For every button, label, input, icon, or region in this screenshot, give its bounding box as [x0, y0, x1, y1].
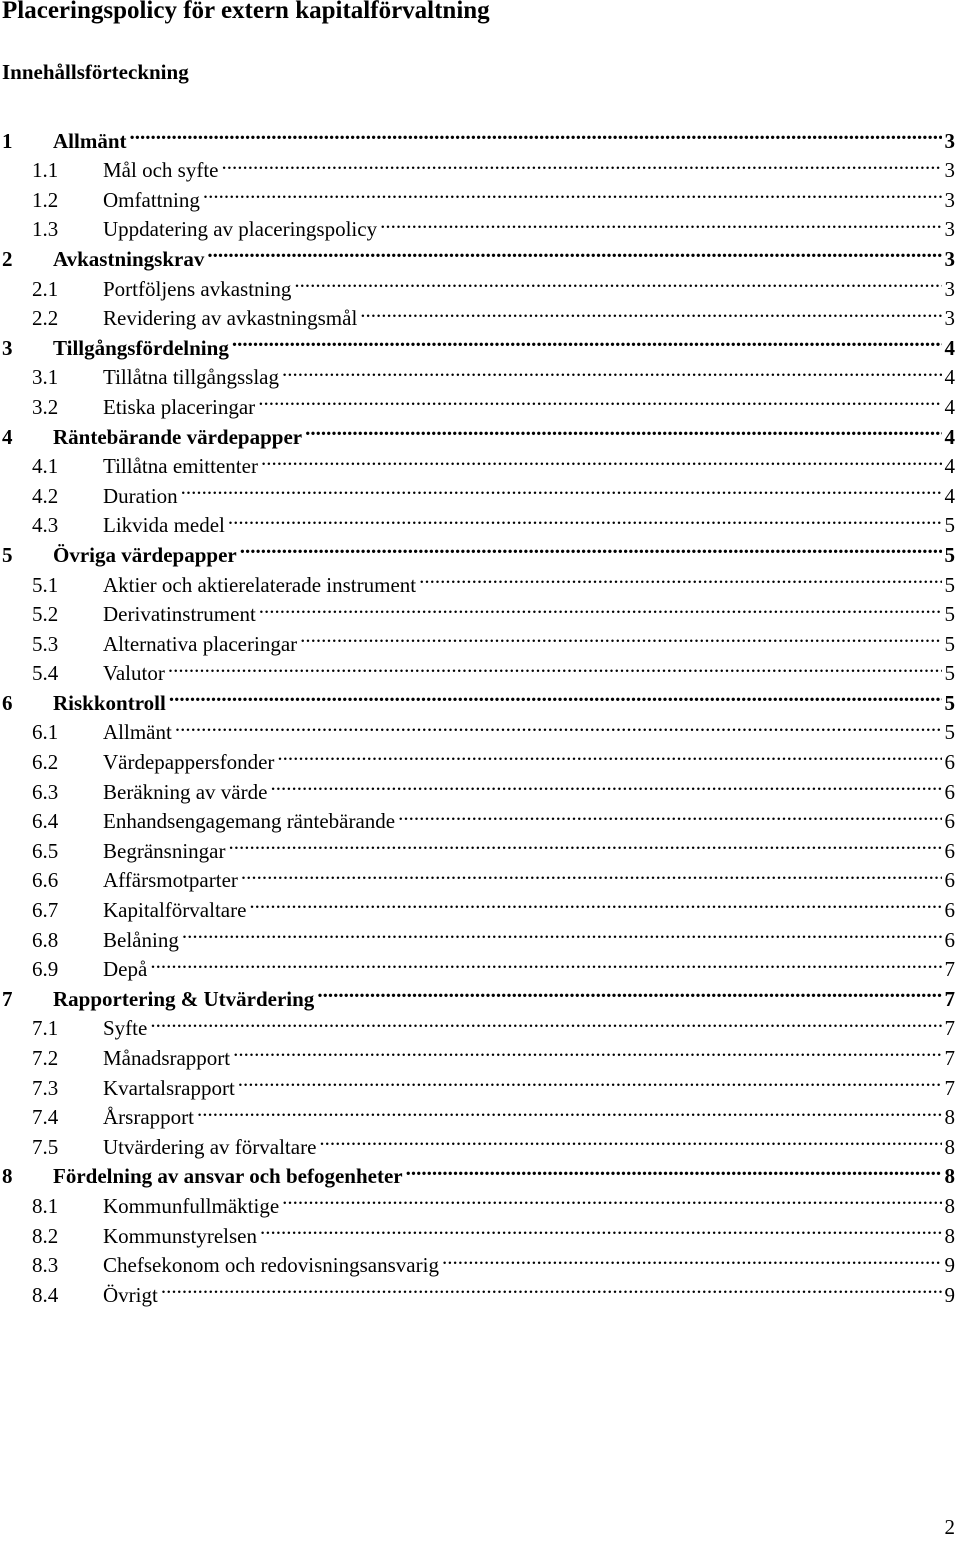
toc-entry-title[interactable]: Affärsmotparter [103, 868, 238, 893]
toc-entry-page: 5 [944, 602, 955, 627]
toc-entry-number: 7.5 [32, 1134, 59, 1159]
toc-entry-number: 7.4 [32, 1105, 59, 1130]
toc-entry-page: 4 [944, 394, 955, 419]
toc-entry-title[interactable]: Utvärdering av förvaltare [103, 1134, 317, 1159]
toc-entry-title[interactable]: Tillåtna emittenter [103, 454, 258, 479]
toc-entry-number: 3.1 [32, 365, 59, 390]
toc-entry-number: 8.4 [32, 1282, 59, 1307]
toc-dot-leader [232, 325, 942, 355]
toc-dot-leader [442, 1243, 942, 1273]
toc-dot-leader [241, 858, 942, 888]
toc-dot-leader [168, 651, 942, 681]
table-of-contents [0, 118, 955, 1307]
toc-entry-number: 7.2 [32, 1046, 59, 1070]
toc-entry-page: 5 [944, 690, 955, 715]
toc-entry-title[interactable]: Övrigt [103, 1282, 158, 1307]
toc-entry-number: 7.1 [32, 1016, 59, 1041]
toc-entry-page: 8 [944, 1134, 955, 1159]
toc-entry-title[interactable]: Uppdatering av placeringspolicy [103, 217, 378, 242]
toc-entry-title[interactable]: Derivatinstrument [103, 602, 256, 627]
toc-entry-number: 6.4 [32, 809, 59, 834]
toc-entry-title[interactable]: Portföljens avkastning [103, 276, 292, 301]
toc-entry-page: 4 [944, 365, 955, 390]
toc-entry-number: 3.2 [32, 394, 59, 419]
toc-entry-title[interactable]: Omfattning [103, 187, 200, 212]
toc-entry-page: 3 [944, 187, 955, 212]
toc-entry-number: 5.3 [32, 631, 59, 656]
toc-entry-number: 5.2 [32, 602, 59, 627]
toc-entry-number: 4.2 [32, 483, 59, 508]
toc-entry-number: 4.1 [32, 454, 59, 479]
toc-dot-leader [319, 1124, 941, 1154]
toc-entry-title[interactable]: Övriga värdepapper [53, 542, 237, 567]
toc-dot-leader [419, 562, 941, 592]
toc-entry-number: 6.5 [32, 838, 59, 863]
toc-entry-number: 7 [2, 986, 13, 1011]
toc-entry-page: 6 [944, 898, 955, 923]
toc-entry-number: 6.1 [32, 720, 59, 745]
toc-entry-number: 6 [2, 690, 13, 715]
toc-entry-number: 2 [2, 246, 13, 271]
toc-dot-leader [380, 207, 941, 237]
toc-entry-number: 6.6 [32, 868, 59, 893]
toc-entry-page: 3 [944, 246, 955, 271]
toc-entry-page: 8 [944, 1105, 955, 1130]
toc-dot-leader [181, 473, 942, 503]
toc-entry-title[interactable]: Etiska placeringar [103, 394, 256, 419]
toc-dot-leader [398, 799, 941, 829]
toc-entry-page: 7 [944, 1046, 955, 1070]
toc-entry-page: 3 [944, 217, 955, 242]
toc-subsection-entry[interactable] [0, 148, 955, 183]
toc-dot-leader [233, 1035, 941, 1065]
toc-entry-number: 8.2 [32, 1223, 59, 1248]
toc-entry-page: 9 [944, 1253, 955, 1278]
toc-entry-number: 6.7 [32, 898, 59, 923]
toc-entry-title[interactable]: Avkastningskrav [53, 246, 205, 271]
toc-entry-title[interactable]: Revidering av avkastningsmål [103, 306, 358, 331]
toc-dot-leader [406, 1154, 942, 1184]
toc-dot-leader [238, 1065, 942, 1095]
toc-entry-number: 6.3 [32, 779, 59, 804]
toc-dot-leader [240, 532, 942, 562]
toc-entry-title[interactable]: Räntebärande värdepapper [53, 424, 303, 449]
toc-entry-page: 6 [944, 868, 955, 893]
toc-dot-leader [282, 355, 942, 385]
toc-entry-page: 7 [944, 986, 955, 1011]
toc-dot-leader [360, 296, 941, 326]
toc-dot-leader [175, 710, 942, 740]
toc-section-entry[interactable] [0, 118, 955, 153]
toc-entry-number: 1 [2, 128, 13, 153]
toc-entry-title[interactable]: Rapportering & Utvärdering [53, 986, 315, 1011]
toc-dot-leader [270, 769, 941, 799]
toc-entry-page: 5 [944, 542, 955, 567]
toc-entry-title[interactable]: Beräkning av värde [103, 779, 268, 804]
toc-entry-title[interactable]: Chefsekonom och redovisningsansvarig [103, 1253, 439, 1278]
toc-dot-leader [258, 384, 941, 414]
toc-entry-page: 5 [944, 572, 955, 597]
toc-entry-number: 6.9 [32, 957, 59, 982]
toc-entry-number: 5.4 [32, 661, 59, 686]
toc-dot-leader [207, 236, 941, 266]
toc-entry-page: 9 [944, 1282, 955, 1307]
page-number: 2 [944, 1515, 955, 1539]
toc-entry-title[interactable]: Allmänt [103, 720, 172, 745]
toc-dot-leader [221, 148, 941, 178]
toc-entry-title[interactable]: Månadsrapport [103, 1046, 231, 1070]
toc-entry-title[interactable]: Syfte [103, 1016, 148, 1041]
toc-entry-title[interactable]: Allmänt [53, 128, 127, 153]
toc-entry-title[interactable]: Depå [103, 957, 148, 982]
toc-entry-title[interactable]: Kommunfullmäktige [103, 1193, 280, 1218]
toc-entry-page: 4 [944, 454, 955, 479]
toc-entry-number: 8.1 [32, 1193, 59, 1218]
toc-entry-number: 8 [2, 1164, 13, 1189]
toc-entry-title[interactable]: Kapitalförvaltare [103, 898, 247, 923]
toc-dot-leader [169, 680, 942, 710]
toc-entry-number: 3 [2, 335, 13, 360]
toc-entry-title[interactable]: Duration [103, 483, 178, 508]
toc-entry-page: 5 [944, 661, 955, 686]
toc-entry-page: 3 [944, 306, 955, 331]
toc-entry-title[interactable]: Begränsningar [103, 838, 226, 863]
toc-entry-title[interactable]: Fördelning av ansvar och befogenheter [53, 1164, 403, 1189]
toc-entry-title[interactable]: Tillgångsfördelning [53, 335, 229, 360]
toc-entry-title[interactable]: Enhandsengagemang räntebärande [103, 809, 396, 834]
toc-entry-title[interactable]: Kommunstyrelsen [103, 1223, 257, 1248]
toc-dot-leader [261, 444, 942, 474]
toc-dot-leader [305, 414, 941, 444]
toc-dot-leader [259, 592, 942, 622]
toc-dot-leader [300, 621, 941, 651]
toc-heading: Innehållsförteckning [2, 60, 189, 84]
toc-dot-leader [249, 887, 941, 917]
toc-entry-page: 4 [944, 335, 955, 360]
toc-entry-page: 7 [944, 1075, 955, 1100]
toc-entry-number: 6.8 [32, 927, 59, 952]
toc-dot-leader [317, 976, 941, 1006]
toc-entry-page: 5 [944, 631, 955, 656]
toc-entry-page: 6 [944, 809, 955, 834]
toc-entry-number: 1.1 [32, 158, 59, 183]
toc-dot-leader [294, 266, 941, 296]
toc-entry-title[interactable]: Mål och syfte [103, 158, 219, 183]
toc-entry-page: 5 [944, 513, 955, 538]
toc-dot-leader [203, 177, 942, 207]
toc-dot-leader [282, 1183, 941, 1213]
toc-dot-leader [130, 118, 942, 148]
toc-entry-page: 6 [944, 779, 955, 804]
toc-entry-page: 8 [944, 1164, 955, 1189]
toc-entry-title[interactable]: Aktier och aktierelaterade instrument [103, 572, 417, 597]
toc-entry-page: 4 [944, 424, 955, 449]
toc-entry-page: 8 [944, 1223, 955, 1248]
toc-dot-leader [228, 503, 942, 533]
toc-entry-title[interactable]: Belåning [103, 927, 179, 952]
toc-entry-title[interactable]: Kvartalsrapport [103, 1075, 235, 1100]
toc-entry-number: 6.2 [32, 750, 59, 775]
toc-entry-page: 6 [944, 838, 955, 863]
toc-dot-leader [260, 1213, 942, 1243]
toc-entry-page: 5 [944, 720, 955, 745]
toc-dot-leader [277, 739, 941, 769]
toc-entry-page: 3 [944, 128, 955, 153]
toc-entry-title[interactable]: Riskkontroll [53, 690, 166, 715]
toc-entry-number: 1.3 [32, 217, 59, 242]
toc-dot-leader [150, 947, 941, 977]
toc-entry-number: 7.3 [32, 1075, 59, 1100]
toc-entry-number: 8.3 [32, 1253, 59, 1278]
toc-entry-title[interactable]: Alternativa placeringar [103, 631, 298, 656]
toc-entry-page: 3 [944, 158, 955, 183]
toc-entry-page: 7 [944, 957, 955, 982]
toc-entry-page: 6 [944, 750, 955, 775]
toc-dot-leader [150, 1006, 941, 1036]
toc-entry-number: 5 [2, 542, 13, 567]
toc-entry-number: 5.1 [32, 572, 59, 597]
toc-entry-number: 4 [2, 424, 13, 449]
toc-entry-number: 2.1 [32, 276, 59, 301]
toc-dot-leader [228, 828, 941, 858]
toc-entry-page: 3 [944, 276, 955, 301]
toc-entry-title[interactable]: Likvida medel [103, 513, 225, 538]
toc-entry-number: 2.2 [32, 306, 59, 331]
toc-dot-leader [161, 1272, 942, 1302]
toc-entry-number: 1.2 [32, 187, 59, 212]
toc-entry-number: 4.3 [32, 513, 59, 538]
toc-entry-title[interactable]: Valutor [103, 661, 165, 686]
toc-entry-page: 8 [944, 1193, 955, 1218]
toc-dot-leader [182, 917, 942, 947]
toc-entry-title[interactable]: Tillåtna tillgångsslag [103, 365, 279, 390]
toc-entry-page: 4 [944, 483, 955, 508]
document-title: Placeringspolicy för extern kapitalförvaltning [2, 0, 490, 24]
toc-entry-page: 6 [944, 927, 955, 952]
toc-entry-title[interactable]: Årsrapport [103, 1105, 194, 1130]
toc-entry-page: 7 [944, 1016, 955, 1041]
toc-dot-leader [197, 1095, 942, 1125]
toc-entry-title[interactable]: Värdepappersfonder [103, 750, 275, 775]
